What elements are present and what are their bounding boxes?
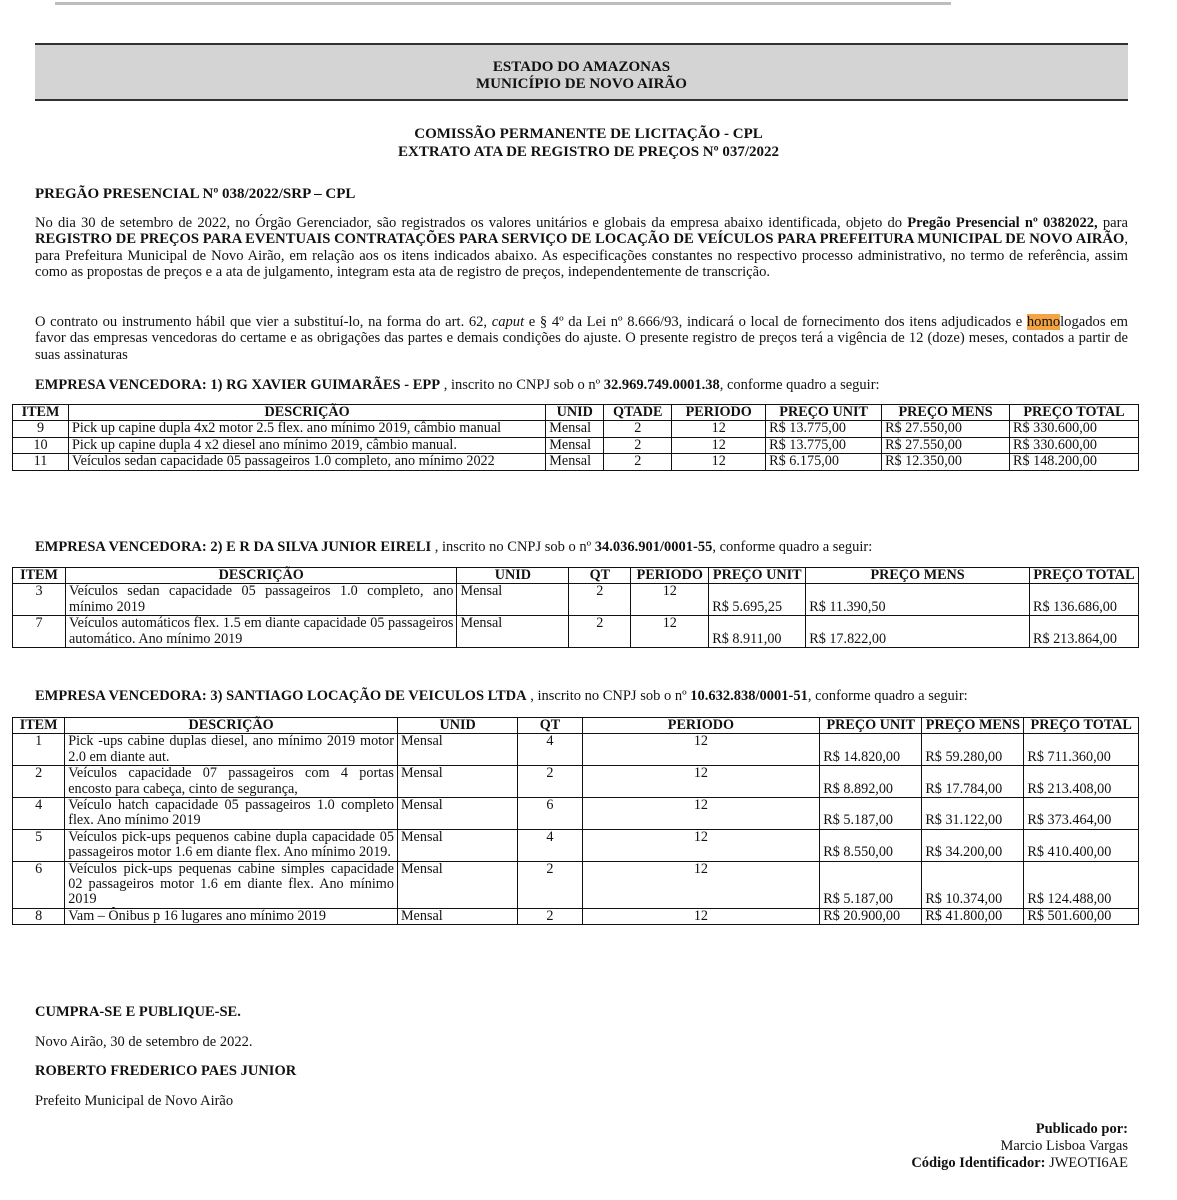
cell-description: Veículos capacidade 07 passageiros com 4 portas encosto para cabeça, cinto de segurança, [65, 766, 398, 798]
table-row [13, 616, 1139, 648]
cell-unit: Mensal [546, 454, 604, 470]
empresa-3-mid: , inscrito no CNPJ sob o nº [526, 688, 691, 704]
empresa-1-cnpj: 32.969.749.0001.38 [603, 377, 720, 393]
cell-description: Veículo hatch capacidade 05 passageiros 1.0 completo flex. Ano mínimo 2019 [65, 798, 398, 830]
header-unit: UNID [546, 405, 604, 421]
cell-description: Veículos automáticos flex. 1.5 em diante capacidade 05 passageiros automático. Ano mínimo 2019 [65, 616, 456, 648]
empresa-2-mid: , inscrito no CNPJ sob o nº [431, 539, 595, 555]
cell-total-price: R$ 501.600,00 [1024, 908, 1139, 924]
cell-monthly-price: R$ 17.822,00 [806, 616, 1030, 648]
cell-quantity: 4 [518, 829, 582, 861]
cell-monthly-price: R$ 41.800,00 [922, 908, 1024, 924]
cumpra-se: CUMPRA-SE E PUBLIQUE-SE. [35, 1004, 241, 1020]
header-monthly-price: PREÇO MENS [882, 405, 1010, 421]
cell-monthly-price: R$ 27.550,00 [882, 437, 1010, 453]
empresa-2-cnpj: 34.036.901/0001-55 [594, 539, 713, 555]
document-header [35, 43, 1128, 101]
header-monthly-price: PREÇO MENS [806, 568, 1030, 584]
cell-period: 12 [582, 908, 820, 924]
cell-description: Pick -ups cabine duplas diesel, ano mínimo 2019 motor 2.0 em diante aut. [65, 734, 398, 766]
signatory-title: Prefeito Municipal de Novo Airão [35, 1093, 234, 1109]
cell-period: 12 [582, 829, 820, 861]
cell-item: 3 [13, 584, 66, 616]
cell-quantity: 4 [518, 734, 582, 766]
cell-description: Veículos sedan capacidade 05 passageiros 1.0 completo, ano mínimo 2022 [68, 454, 545, 470]
empresa-1-tail: , conforme quadro a seguir: [719, 377, 880, 393]
cell-quantity: 2 [604, 454, 672, 470]
table-empresa-2 [12, 567, 1139, 648]
empresa-3-cnpj: 10.632.838/0001-51 [690, 688, 808, 704]
cell-period: 12 [582, 734, 820, 766]
signatory-name: ROBERTO FREDERICO PAES JUNIOR [35, 1063, 297, 1079]
cell-quantity: 2 [518, 908, 582, 924]
header-unit-price: PREÇO UNIT [820, 718, 922, 734]
cell-unit-price: R$ 8.550,00 [820, 829, 922, 861]
header-state: ESTADO DO AMAZONAS [492, 59, 671, 75]
cell-total-price: R$ 330.600,00 [1010, 437, 1139, 453]
cell-unit-price: R$ 13.775,00 [766, 437, 882, 453]
identifier-code: JWEOTI6AE [1049, 1155, 1128, 1171]
table-empresa-3 [12, 717, 1139, 925]
table-header-row [13, 405, 1139, 421]
header-unit-price: PREÇO UNIT [709, 568, 806, 584]
cell-total-price: R$ 373.464,00 [1024, 798, 1139, 830]
table-header-row [13, 718, 1139, 734]
header-period: PERIODO [672, 405, 766, 421]
cell-unit-price: R$ 13.775,00 [766, 421, 882, 437]
cell-total-price: R$ 711.360,00 [1024, 734, 1139, 766]
p1-text-a: No dia 30 de setembro de 2022, no Órgão Gerenciador, são registrados os valores unitários e globais da empresa abaixo identificada, objeto do [35, 215, 908, 231]
cell-unit-price: R$ 8.892,00 [820, 766, 922, 798]
cell-unit: Mensal [397, 829, 517, 861]
cell-unit: Mensal [397, 861, 517, 908]
header-item: ITEM [13, 405, 69, 421]
header-unit: UNID [397, 718, 517, 734]
cell-quantity: 2 [569, 616, 631, 648]
paragraph-objeto [35, 215, 1128, 281]
cell-unit: Mensal [457, 616, 569, 648]
cell-monthly-price: R$ 31.122,00 [922, 798, 1024, 830]
paragraph-contrato [35, 314, 1128, 363]
cell-monthly-price: R$ 17.784,00 [922, 766, 1024, 798]
p1-text-c: para [1097, 215, 1128, 231]
cell-item: 1 [13, 734, 65, 766]
table-row [13, 734, 1139, 766]
header-quantity: QT [569, 568, 631, 584]
cell-period: 12 [631, 616, 709, 648]
publisher-name: Marcio Lisboa Vargas [1000, 1138, 1128, 1154]
p2-text-d: logados em favor das empresas vencedoras do certame e as obrigações das partes e demais condições do ajuste. O presente registro de preços terá a vigência de 12 (doze) meses, contados a partir de suas assinaturas [35, 314, 1128, 363]
cell-unit-price: R$ 8.911,00 [709, 616, 806, 648]
cell-quantity: 2 [604, 421, 672, 437]
header-total-price: PREÇO TOTAL [1029, 568, 1138, 584]
table-empresa-1 [12, 404, 1139, 471]
cell-unit-price: R$ 6.175,00 [766, 454, 882, 470]
cell-monthly-price: R$ 11.390,50 [806, 584, 1030, 616]
header-unit-price: PREÇO UNIT [766, 405, 882, 421]
table-row [13, 454, 1139, 470]
p2-text-c: e § 4º da Lei nº 8.666/93, indicará o local de fornecimento dos itens adjudicados e [524, 314, 1027, 330]
cell-total-price: R$ 330.600,00 [1010, 421, 1139, 437]
cell-monthly-price: R$ 12.350,00 [882, 454, 1010, 470]
cell-unit: Mensal [397, 766, 517, 798]
header-municipality: MUNICÍPIO DE NOVO AIRÃO [476, 76, 687, 92]
pregao-heading: PREGÃO PRESENCIAL Nº 038/2022/SRP – CPL [35, 186, 356, 202]
cell-item: 10 [13, 437, 69, 453]
cell-monthly-price: R$ 27.550,00 [882, 421, 1010, 437]
empresa-2-tail: , conforme quadro a seguir: [712, 539, 873, 555]
empresa-2-name: EMPRESA VENCEDORA: 2) E R DA SILVA JUNIOR EIRELI [35, 539, 432, 555]
cell-period: 12 [582, 798, 820, 830]
header-description: DESCRIÇÃO [68, 405, 545, 421]
cell-item: 8 [13, 908, 65, 924]
header-quantity: QT [518, 718, 582, 734]
cell-unit: Mensal [397, 798, 517, 830]
p1-pregao-ref: Pregão Presencial nº 0382022, [907, 215, 1098, 231]
header-quantity: QTADE [604, 405, 672, 421]
cell-unit: Mensal [397, 734, 517, 766]
table-row [13, 584, 1139, 616]
p1-text-e: , para Prefeitura Municipal de Novo Airão, em relação aos os itens indicados abaixo. As especificações constantes no respectivo processo administrativo, no termo de referência, assim como as propostas de preços e a ata de julgamento, integram esta ata de registro de preços, independentemente de transcrição. [35, 231, 1128, 281]
cell-item: 6 [13, 861, 65, 908]
publication-info [911, 1121, 1128, 1172]
table-row [13, 798, 1139, 830]
header-total-price: PREÇO TOTAL [1010, 405, 1139, 421]
cell-item: 7 [13, 616, 66, 648]
header-item: ITEM [13, 568, 66, 584]
p2-caput: caput [491, 314, 525, 330]
cell-item: 11 [13, 454, 69, 470]
cell-period: 12 [672, 437, 766, 453]
cell-unit-price: R$ 5.187,00 [820, 861, 922, 908]
table-row [13, 766, 1139, 798]
header-monthly-price: PREÇO MENS [922, 718, 1024, 734]
cell-item: 9 [13, 421, 69, 437]
cell-total-price: R$ 148.200,00 [1010, 454, 1139, 470]
cell-description: Veículos sedan capacidade 05 passageiros 1.0 completo, ano mínimo 2019 [65, 584, 456, 616]
cell-total-price: R$ 213.864,00 [1029, 616, 1138, 648]
cell-unit-price: R$ 5.187,00 [820, 798, 922, 830]
empresa-3-name: EMPRESA VENCEDORA: 3) SANTIAGO LOCAÇÃO DE VEICULOS LTDA [35, 688, 527, 704]
cell-quantity: 2 [604, 437, 672, 453]
table-row [13, 908, 1139, 924]
cell-period: 12 [672, 454, 766, 470]
published-by-label: Publicado por: [1035, 1121, 1128, 1137]
p1-objeto: REGISTRO DE PREÇOS PARA EVENTUAIS CONTRATAÇÕES PARA SERVIÇO DE LOCAÇÃO DE VEÍCULOS PARA PREFEITURA MUNICIPAL DE NOVO AIRÃO [35, 231, 1125, 248]
table-row [13, 829, 1139, 861]
cell-item: 4 [13, 798, 65, 830]
header-period: PERIODO [582, 718, 820, 734]
table-row [13, 861, 1139, 908]
cell-description: Pick up capine dupla 4x2 motor 2.5 flex. ano mínimo 2019, câmbio manual [68, 421, 545, 437]
empresa-3-tail: , conforme quadro a seguir: [807, 688, 968, 704]
empresa-1-line [35, 377, 880, 394]
table-header-row [13, 568, 1139, 584]
cell-unit: Mensal [457, 584, 569, 616]
cell-period: 12 [582, 766, 820, 798]
cell-monthly-price: R$ 34.200,00 [922, 829, 1024, 861]
cell-unit: Mensal [397, 908, 517, 924]
cell-period: 12 [631, 584, 709, 616]
empresa-1-name: EMPRESA VENCEDORA: 1) RG XAVIER GUIMARÃES - EPP [35, 377, 441, 393]
cell-total-price: R$ 213.408,00 [1024, 766, 1139, 798]
cell-unit-price: R$ 5.695,25 [709, 584, 806, 616]
p2-text-a: O contrato ou instrumento hábil que vier a substituí-lo, na forma do art. 62, [35, 314, 492, 330]
top-divider [55, 2, 951, 5]
cell-total-price: R$ 124.488,00 [1024, 861, 1139, 908]
table-row [13, 437, 1139, 453]
cell-monthly-price: R$ 59.280,00 [922, 734, 1024, 766]
cell-unit: Mensal [546, 421, 604, 437]
extract-title: EXTRATO ATA DE REGISTRO DE PREÇOS Nº 037/2022 [398, 144, 779, 160]
header-item: ITEM [13, 718, 65, 734]
cell-total-price: R$ 410.400,00 [1024, 829, 1139, 861]
cell-quantity: 6 [518, 798, 582, 830]
cell-item: 2 [13, 766, 65, 798]
header-description: DESCRIÇÃO [65, 568, 456, 584]
empresa-2-line [35, 539, 872, 556]
cell-period: 12 [672, 421, 766, 437]
header-unit: UNID [457, 568, 569, 584]
cell-description: Vam – Ônibus p 16 lugares ano mínimo 2019 [65, 908, 398, 924]
empresa-1-mid: , inscrito no CNPJ sob o nº [440, 377, 604, 393]
empresa-3-line [35, 688, 968, 705]
table-row [13, 421, 1139, 437]
cell-quantity: 2 [518, 766, 582, 798]
cell-monthly-price: R$ 10.374,00 [922, 861, 1024, 908]
cell-description: Veículos pick-ups pequenos cabine dupla capacidade 05 passageiros motor 1.6 em diante flex. Ano mínimo 2019. [65, 829, 398, 861]
cell-total-price: R$ 136.686,00 [1029, 584, 1138, 616]
cell-period: 12 [582, 861, 820, 908]
cell-description: Pick up capine dupla 4 x2 diesel ano mínimo 2019, câmbio manual. [68, 437, 545, 453]
header-period: PERIODO [631, 568, 709, 584]
cell-quantity: 2 [518, 861, 582, 908]
code-label: Código Identificador: [911, 1155, 1046, 1171]
commission-title: COMISSÃO PERMANENTE DE LICITAÇÃO - CPL [414, 126, 763, 142]
header-description: DESCRIÇÃO [65, 718, 398, 734]
cell-unit-price: R$ 20.900,00 [820, 908, 922, 924]
cell-quantity: 2 [569, 584, 631, 616]
cell-item: 5 [13, 829, 65, 861]
cell-unit: Mensal [546, 437, 604, 453]
cell-unit-price: R$ 14.820,00 [820, 734, 922, 766]
header-total-price: PREÇO TOTAL [1024, 718, 1139, 734]
cell-description: Veículos pick-ups pequenas cabine simples capacidade 02 passageiros motor 1.6 em diante flex. Ano mínimo 2019 [65, 861, 398, 908]
highlighted-text: homo [1026, 314, 1061, 330]
local-data: Novo Airão, 30 de setembro de 2022. [35, 1034, 253, 1050]
